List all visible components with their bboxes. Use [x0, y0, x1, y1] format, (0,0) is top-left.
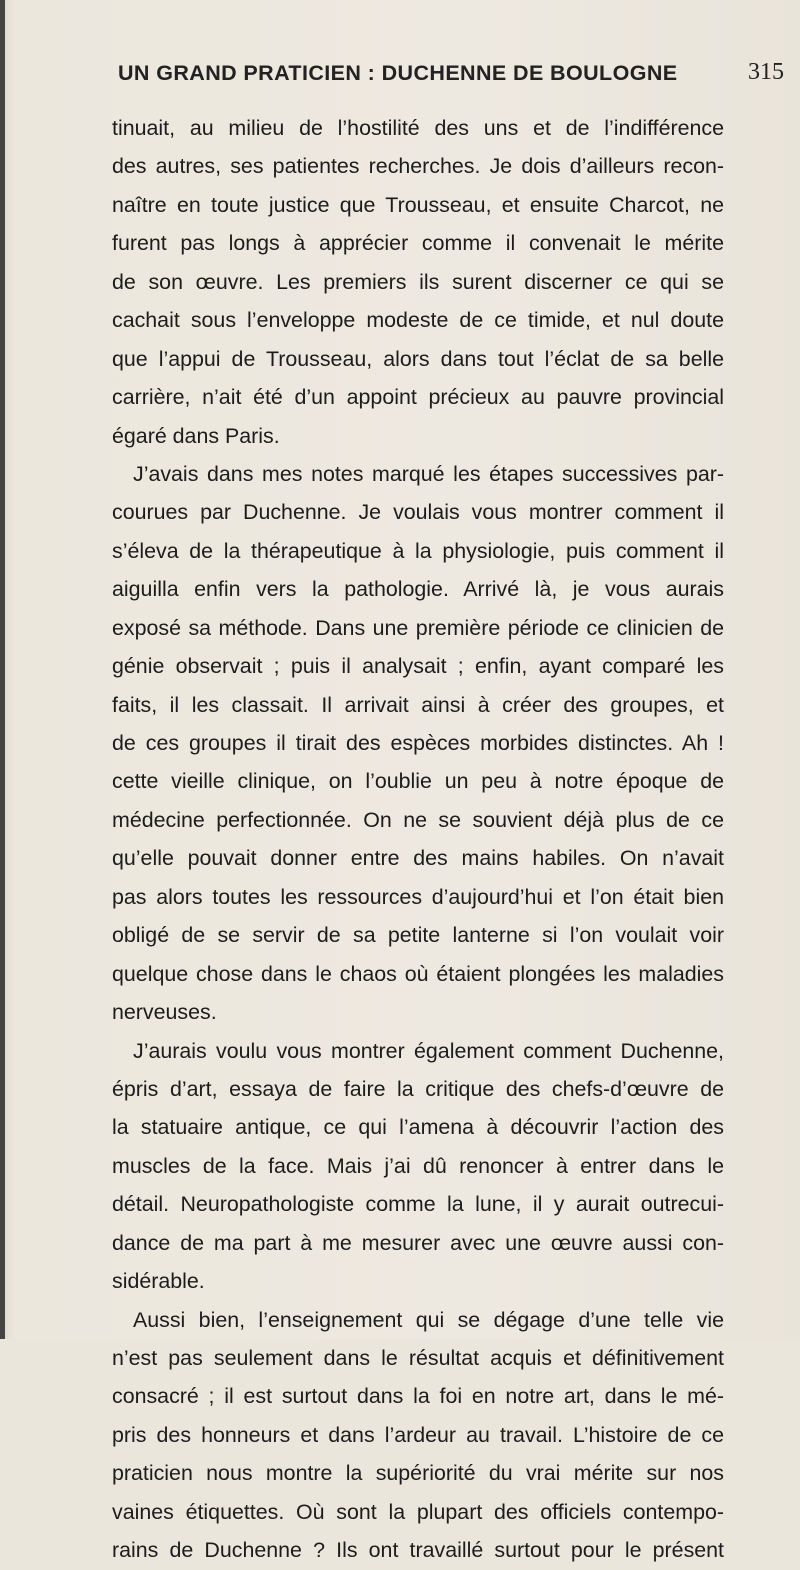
running-title: UN GRAND PRATICIEN : DUCHENNE DE BOULOGNE: [118, 61, 678, 85]
text-line: détail. Neuropathologiste comme la lune, il y aurait outrecui-: [112, 1192, 724, 1217]
text-line: quelque chose dans le chaos où étaient plongées les maladies: [112, 961, 724, 986]
text-line: dance de ma part à me mesurer avec une œuvre aussi con-: [112, 1230, 724, 1255]
text-line: épris d’art, essaya de faire la critique des chefs-d’œuvre de: [112, 1076, 724, 1101]
text-line: de son œuvre. Les premiers ils surent discerner ce qui se: [112, 269, 724, 294]
text-line: faits, il les classait. Il arrivait ainsi à créer des groupes, et: [112, 692, 724, 717]
text-line: pris des honneurs et dans l’ardeur au travail. L’histoire de ce: [112, 1422, 724, 1447]
text-line: naître en toute justice que Trousseau, et ensuite Charcot, ne: [112, 192, 724, 217]
body-text: [112, 109, 724, 1570]
text-line: furent pas longs à apprécier comme il convenait le mérite: [112, 231, 724, 256]
text-line: cachait sous l’enveloppe modeste de ce timide, et nul doute: [112, 308, 724, 333]
text-line: obligé de se servir de sa petite lanterne si l’on voulait voir: [112, 923, 724, 948]
text-line: J’aurais voulu vous montrer également comment Duchenne,: [133, 1038, 724, 1063]
text-line: aiguilla enfin vers la pathologie. Arrivé là, je vous aurais: [112, 577, 724, 602]
page-number: 315: [748, 59, 784, 85]
text-line: la statuaire antique, ce qui l’amena à découvrir l’action des: [112, 1115, 724, 1140]
text-line: médecine perfectionnée. On ne se souvient déjà plus de ce: [112, 807, 724, 832]
running-head: [0, 55, 800, 95]
text-line: n’est pas seulement dans le résultat acquis et définitivement: [112, 1346, 724, 1370]
text-line: de ces groupes il tirait des espèces morbides distinctes. Ah !: [112, 731, 724, 755]
text-line: praticien nous montre la supériorité du vrai mérite sur nos: [112, 1461, 724, 1486]
text-line: consacré ; il est surtout dans la foi en notre art, dans le mé-: [112, 1384, 724, 1409]
text-line: carrière, n’ait été d’un appoint précieux au pauvre provincial: [112, 385, 724, 410]
text-line: nerveuses.: [112, 1000, 217, 1025]
text-line: courues par Duchenne. Je voulais vous montrer comment il: [112, 500, 724, 525]
text-line: pas alors toutes les ressources d’aujourd’hui et l’on était bien: [112, 884, 724, 909]
text-line: exposé sa méthode. Dans une première période ce clinicien de: [112, 615, 724, 640]
text-line: qu’elle pouvait donner entre des mains habiles. On n’avait: [112, 846, 724, 871]
text-line: muscles de la face. Mais j’ai dû renoncer à entrer dans le: [112, 1153, 724, 1178]
text-line: sidérable.: [112, 1269, 205, 1294]
text-line: des autres, ses patientes recherches. Je dois d’ailleurs recon-: [112, 154, 724, 179]
text-line: génie observait ; puis il analysait ; enfin, ayant comparé les: [112, 654, 724, 679]
text-line: que l’appui de Trousseau, alors dans tout l’éclat de sa belle: [112, 346, 724, 371]
page-binding-edge: [0, 0, 5, 1339]
text-line: rains de Duchenne ? Ils ont travaillé surtout pour le présent: [112, 1538, 724, 1563]
text-line: vaines étiquettes. Où sont la plupart des officiels contempo-: [112, 1499, 724, 1524]
text-line: égaré dans Paris.: [112, 423, 280, 448]
text-line: s’éleva de la thérapeutique à la physiologie, puis comment il: [112, 538, 724, 563]
text-line: cette vieille clinique, on l’oublie un peu à notre époque de: [112, 769, 724, 794]
text-line: tinuait, au milieu de l’hostilité des uns et de l’indifférence: [112, 116, 724, 140]
text-line: Aussi bien, l’enseignement qui se dégage d’une telle vie: [133, 1307, 724, 1332]
text-line: J’avais dans mes notes marqué les étapes successives par-: [133, 461, 724, 486]
